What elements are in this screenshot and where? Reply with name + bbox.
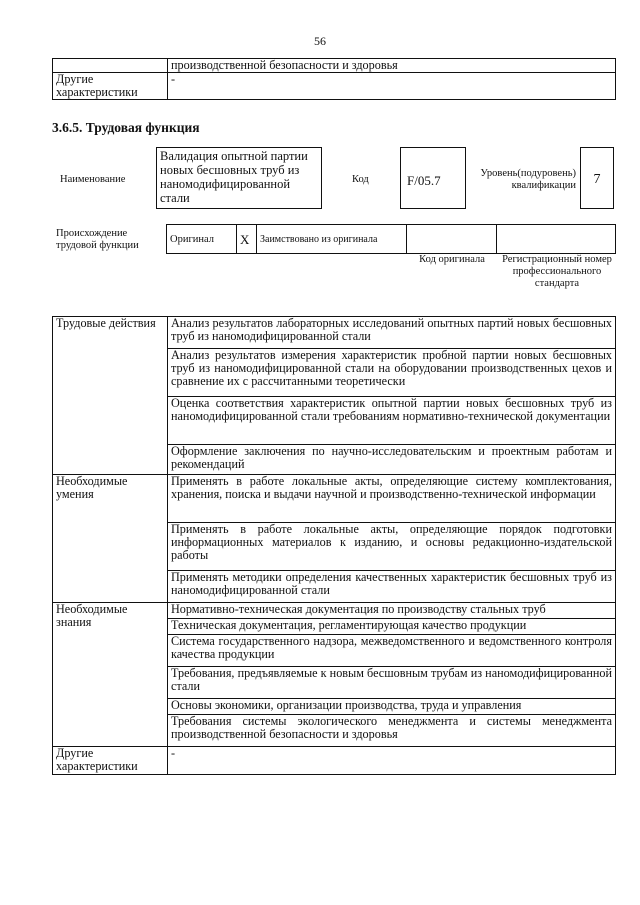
level-value: 7: [593, 172, 601, 187]
origin-code-caption: Код оригинала: [419, 254, 485, 265]
origin-table: [166, 224, 616, 254]
origin-original: Оригинал: [167, 225, 237, 254]
prev-other-value: -: [168, 73, 616, 100]
page-number: 56: [314, 34, 326, 48]
row-item: Анализ результатов лабораторных исследований опытных партий новых бесшовных труб из наномодифицированной стали: [168, 317, 616, 349]
row-item: Анализ результатов измерения характеристик пробной партии новых бесшовных труб из наномодифицированной стали на оборудовании производственных цехов и сравнение их с рассчитанными теоретически: [168, 349, 616, 397]
table-row: [53, 747, 616, 775]
row-group-label: Необходимые умения: [53, 475, 168, 603]
prev-label-cell: [53, 59, 168, 73]
code-value: F/05.7: [407, 173, 441, 188]
row-group-label: Другие характеристики: [53, 747, 168, 775]
row-item: Применять в работе локальные акты, определяющие порядок подготовки информационных материалов к изданию, и основы редакционно-издательской работы: [168, 523, 616, 571]
origin-mark: X: [237, 225, 257, 254]
table-row: [53, 475, 616, 523]
code-label: Код: [352, 174, 369, 185]
name-value: Валидация опытной партии новых бесшовных труб из наномодифицированной стали: [156, 147, 322, 209]
row-item: -: [168, 747, 616, 775]
section-title: 3.6.5. Трудовая функция: [52, 120, 200, 135]
row-item: Оформление заключения по научно-исследовательским и проектным работам и рекомендаций: [168, 445, 616, 475]
table-row: [53, 317, 616, 349]
level-label: Уровень(подуровень) квалификации: [480, 168, 576, 191]
row-item: Техническая документация, регламентирующая качество продукции: [168, 619, 616, 635]
row-item: Система государственного надзора, межведомственного и ведомственного контроля качества продукции: [168, 635, 616, 667]
name-label: Наименование: [60, 174, 126, 185]
row-group-label: Необходимые знания: [53, 603, 168, 747]
table-row: [53, 603, 616, 619]
function-table-body: [53, 317, 616, 775]
code-box: [400, 147, 466, 209]
row-item: Применять в работе локальные акты, определяющие систему комплектования, хранения, поиска и выдачи научной и производственно-технической информации: [168, 475, 616, 523]
prev-other-label: Другие характеристики: [53, 73, 168, 100]
origin-reg-cell: [497, 225, 616, 254]
function-table: [52, 316, 616, 775]
row-item: Нормативно-техническая документация по производству стальных труб: [168, 603, 616, 619]
prev-value: производственной безопасности и здоровья: [168, 59, 616, 73]
row-item: Основы экономики, организации производства, труда и управления: [168, 699, 616, 715]
row-item: Требования системы экологического менеджмента и системы менеджмента производственной безопасности и здоровья: [168, 715, 616, 747]
row-item: Применять методики определения качественных характеристик бесшовных труб из наномодифицированной стали: [168, 571, 616, 603]
origin-reg-caption: Регистрационный номер профессионального стандарта: [502, 254, 612, 289]
level-box: [580, 147, 614, 209]
origin-borrowed: Заимствовано из оригинала: [257, 225, 407, 254]
origin-code-cell: [407, 225, 497, 254]
row-group-label: Трудовые действия: [53, 317, 168, 475]
row-item: Требования, предъявляемые к новым бесшовным трубам из наномодифицированной стали: [168, 667, 616, 699]
origin-label: Происхождение трудовой функции: [56, 228, 139, 251]
previous-table: [52, 58, 616, 100]
row-item: Оценка соответствия характеристик опытной партии новых бесшовных труб из наномодифицированной стали требованиям нормативно-технической документации: [168, 397, 616, 445]
